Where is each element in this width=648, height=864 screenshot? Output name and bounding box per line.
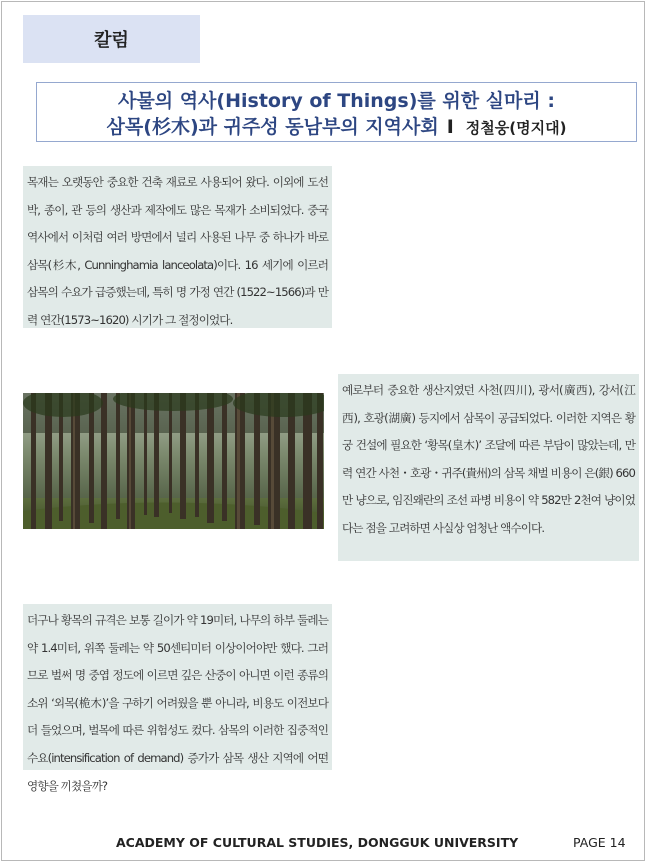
title-subject: 삼목(杉木)과 귀주성 동남부의 지역사회	[106, 116, 439, 138]
title-separator: I	[446, 116, 454, 138]
footer-institution: ACADEMY OF CULTURAL STUDIES, DONGGUK UNIVERSITY	[116, 835, 519, 850]
author-name: 정철웅(명지대)	[465, 119, 567, 137]
paragraph-2: 예로부터 중요한 생산지였던 사천(四川), 광서(廣西), 강서(江西), 호광(湖廣) 등지에서 삼목이 공급되었다. 이러한 지역은 황궁 건설에 필요한 ‘황목(皇木)’ 조달에 따른 부담이 많았는데, 만력 연간 사천・호광・귀주(貴州)의 삼목 채벌 비용이 은(銀) 660만 냥으로, 임진왜란의 조선 파병 비용이 약 582만 2천여 냥이었다는 점을 고려하면 사실상 엄청난 액수이다.	[338, 374, 639, 561]
paragraph-1: 목재는 오랫동안 중요한 건축 재료로 사용되어 왔다. 이외에 도선박, 종이, 관 등의 생산과 제작에도 많은 목재가 소비되었다. 중국 역사에서 이처럼 여러 방면에서 널리 사용된 나무 중 하나가 바로 삼목(杉木, Cunninghamia lanceolata)이다. 16 세기에 이르러 삼목의 수요가 급증했는데, 특히 명 가정 연간 (1522~1566)과 만력 연간(1573~1620) 시기가 그 절정이었다.	[23, 166, 332, 328]
forest-image	[23, 393, 324, 529]
paragraph-3: 더구나 황목의 규격은 보통 길이가 약 19미터, 나무의 하부 둘레는 약 1.4미터, 위쪽 둘레는 약 50센티미터 이상이어야만 했다. 그러므로 벌써 명 중엽 정도에 이르면 깊은 산중이 아니면 이런 종류의 소위 ‘외목(桅木)’을 구하기 어려웠을 뿐 아니라, 비용도 이전보다 더 들었으며, 벌목에 따른 위험성도 컸다. 삼목의 이러한 집중적인 수요(intensification of demand) 증가가 삼목 생산 지역에 어떤 영향을 끼쳤을까?	[23, 604, 332, 770]
title-line-1: 사물의 역사(History of Things)를 위한 실마리 :	[118, 90, 555, 112]
forest-photo	[23, 393, 324, 529]
page-number: PAGE 14	[573, 835, 626, 850]
title-line-2	[37, 114, 636, 141]
title-box	[36, 82, 637, 142]
category-tag: 칼럼	[23, 15, 200, 63]
